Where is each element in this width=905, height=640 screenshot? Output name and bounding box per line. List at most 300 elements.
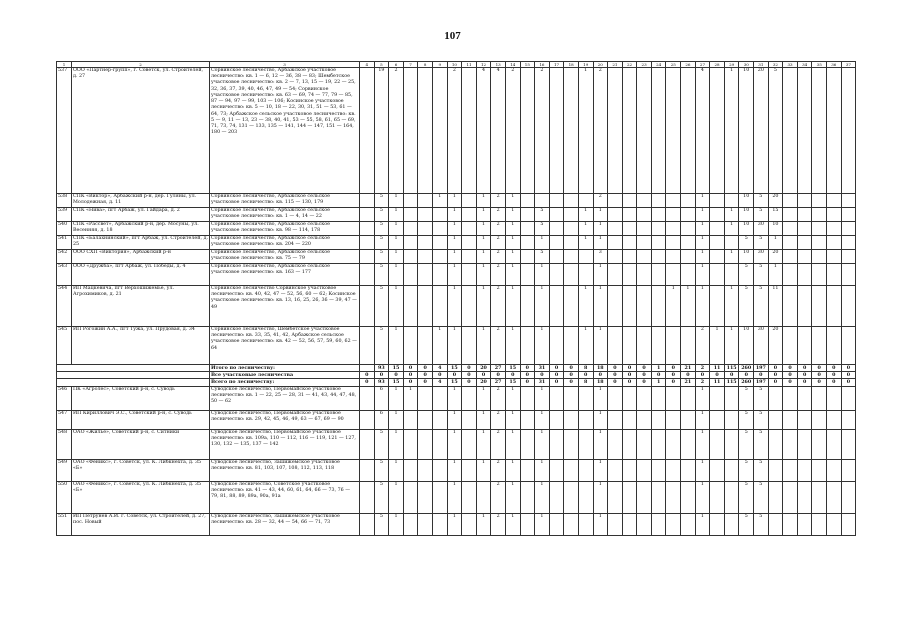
value-cell xyxy=(651,236,666,250)
value-cell: 1 xyxy=(695,481,710,513)
value-cell xyxy=(651,286,666,327)
value-cell: 1 xyxy=(447,386,462,410)
value-cell xyxy=(841,68,856,194)
value-cell xyxy=(724,386,739,410)
value-cell xyxy=(432,236,447,250)
value-cell xyxy=(432,481,447,513)
value-cell: 1 xyxy=(535,236,550,250)
value-cell xyxy=(608,327,623,365)
value-cell xyxy=(520,429,535,459)
value-cell xyxy=(608,250,623,264)
value-cell: 0 xyxy=(827,365,842,372)
organization-cell: ИП Петрунев А.И. г. Советск, ул. Строителей, д. 27, пос. Новый xyxy=(72,513,210,535)
value-cell xyxy=(710,194,725,208)
value-cell xyxy=(520,481,535,513)
value-cell: 1 xyxy=(447,481,462,513)
value-cell: 1 xyxy=(505,429,520,459)
value-cell xyxy=(827,513,842,535)
value-cell: 0 xyxy=(827,372,842,379)
value-cell: 4 xyxy=(476,68,491,194)
value-cell xyxy=(812,208,827,222)
column-number: 35 xyxy=(812,62,827,68)
value-cell: 0 xyxy=(622,372,637,379)
organization-cell: ИП Мацкевича, пгт Верхошижемье, ул. Агрохимиков, д. 21 xyxy=(72,286,210,327)
value-cell: 1 xyxy=(476,250,491,264)
value-cell: 2 xyxy=(695,365,710,372)
value-cell xyxy=(578,459,593,481)
value-cell xyxy=(403,459,418,481)
value-cell xyxy=(418,513,433,535)
forest-area-cell: Сорвинское лесничество, Арбажское участковое лесничество: кв. 1 — 6, 12 — 36, 38 — 83; Шембетское участковое лесничество: кв. 2 — 7, 13, 15 — 19, 22 — 25, 32, 36, 37, 39, 40, 46, 47, 49 — 54; Сорвинское участковое лесничество: кв. 63 — 69, 74 — 77, 79 — 85, 87 — 94, 97 — 99, 103 — 106; Косинское участковое лесничество: кв. 5 — 10, 18 — 22, 30, 31, 51 — 53, 61 — 64, 73; Арбажское сельское участковое лесничество: кв. 5 — 9, 11 — 13, 23 — 38, 40, 41, 53 — 55, 58, 61, 65 — 69, 71, 73, 74, 131 — 133, 135 — 141, 144 — 147, 151 — 164, 180 — 203 xyxy=(210,68,360,194)
value-cell: 5 xyxy=(374,459,389,481)
column-number: 26 xyxy=(681,62,696,68)
value-cell: 8 xyxy=(578,365,593,372)
value-cell: 10 xyxy=(739,194,754,208)
value-cell: 197 xyxy=(754,365,769,372)
value-cell xyxy=(418,286,433,327)
value-cell: 30 xyxy=(754,222,769,236)
organization-cell: ИП Рогожин А.А., пгт Тужа, ул. Прудовая, д. 34 xyxy=(72,327,210,365)
table-row xyxy=(57,386,856,410)
value-cell: 1 xyxy=(695,386,710,410)
value-cell xyxy=(403,250,418,264)
value-cell xyxy=(564,513,579,535)
value-cell xyxy=(622,68,637,194)
value-cell xyxy=(360,365,375,372)
column-number: 15 xyxy=(520,62,535,68)
column-number: 34 xyxy=(797,62,812,68)
value-cell xyxy=(564,68,579,194)
value-cell: 1 xyxy=(505,481,520,513)
value-cell: 1 xyxy=(695,429,710,459)
value-cell: 10 xyxy=(739,208,754,222)
value-cell xyxy=(797,386,812,410)
value-cell xyxy=(812,286,827,327)
value-cell: 1 xyxy=(593,513,608,535)
value-cell: 30 xyxy=(754,327,769,365)
value-cell: 0 xyxy=(768,379,783,386)
value-cell xyxy=(622,513,637,535)
value-cell xyxy=(360,410,375,429)
value-cell xyxy=(360,386,375,410)
value-cell: 115 xyxy=(724,365,739,372)
value-cell xyxy=(578,386,593,410)
value-cell xyxy=(681,327,696,365)
value-cell: 1 xyxy=(447,410,462,429)
value-cell: 1 xyxy=(724,208,739,222)
value-cell: 0 xyxy=(797,379,812,386)
column-number: 32 xyxy=(768,62,783,68)
value-cell xyxy=(432,513,447,535)
value-cell xyxy=(432,429,447,459)
column-number: 8 xyxy=(418,62,433,68)
value-cell xyxy=(564,327,579,365)
value-cell: 1 xyxy=(651,379,666,386)
value-cell xyxy=(827,68,842,194)
value-cell: 0 xyxy=(608,379,623,386)
value-cell xyxy=(622,236,637,250)
value-cell xyxy=(564,481,579,513)
total-row xyxy=(57,372,856,379)
value-cell xyxy=(418,429,433,459)
value-cell: 0 xyxy=(374,372,389,379)
total-row xyxy=(57,379,856,386)
value-cell xyxy=(797,68,812,194)
value-cell: 1 xyxy=(505,194,520,208)
value-cell: 10 xyxy=(739,68,754,194)
value-cell xyxy=(360,513,375,535)
value-cell: 0 xyxy=(841,372,856,379)
value-cell: 1 xyxy=(505,222,520,236)
value-cell: 0 xyxy=(360,379,375,386)
value-cell: 1 xyxy=(593,236,608,250)
value-cell: 1 xyxy=(593,208,608,222)
value-cell xyxy=(783,386,798,410)
column-number: 29 xyxy=(724,62,739,68)
value-cell: 1 xyxy=(695,264,710,286)
value-cell xyxy=(666,429,681,459)
value-cell: 1 xyxy=(666,286,681,327)
column-number: 31 xyxy=(754,62,769,68)
value-cell xyxy=(432,222,447,236)
value-cell xyxy=(841,481,856,513)
value-cell xyxy=(564,410,579,429)
value-cell xyxy=(637,286,652,327)
value-cell: 1 xyxy=(695,250,710,264)
value-cell xyxy=(608,68,623,194)
value-cell: 0 xyxy=(797,372,812,379)
value-cell: 1 xyxy=(505,386,520,410)
value-cell: 0 xyxy=(549,379,564,386)
value-cell: 8 xyxy=(578,379,593,386)
value-cell: 2 xyxy=(491,286,506,327)
value-cell: 197 xyxy=(754,379,769,386)
value-cell: 10 xyxy=(739,250,754,264)
value-cell xyxy=(418,410,433,429)
value-cell: 5 xyxy=(739,236,754,250)
value-cell xyxy=(564,386,579,410)
value-cell xyxy=(651,410,666,429)
value-cell xyxy=(666,264,681,286)
organization-cell: ИП Кириллович Э.С., Советский р-н, с. Суводь xyxy=(72,410,210,429)
value-cell: 0 xyxy=(622,365,637,372)
value-cell xyxy=(403,208,418,222)
value-cell: 20 xyxy=(768,327,783,365)
value-cell: 2 xyxy=(491,429,506,459)
value-cell: 1 xyxy=(447,513,462,535)
value-cell xyxy=(812,236,827,250)
total-row xyxy=(57,365,856,372)
value-cell: 1 xyxy=(535,327,550,365)
value-cell: 15 xyxy=(447,365,462,372)
value-cell: 10 xyxy=(739,222,754,236)
value-cell xyxy=(812,327,827,365)
value-cell xyxy=(418,250,433,264)
column-number: 16 xyxy=(535,62,550,68)
value-cell xyxy=(360,68,375,194)
value-cell xyxy=(578,194,593,208)
value-cell: 20 xyxy=(768,250,783,264)
organization-cell: СПК «Балахнинский», пгт Арбаж, ул. Строителей, д. 25 xyxy=(72,236,210,250)
value-cell xyxy=(520,208,535,222)
value-cell xyxy=(783,222,798,236)
value-cell: 0 xyxy=(812,372,827,379)
value-cell xyxy=(360,286,375,327)
value-cell xyxy=(768,386,783,410)
value-cell: 1 xyxy=(578,286,593,327)
value-cell xyxy=(651,208,666,222)
value-cell xyxy=(651,429,666,459)
value-cell xyxy=(549,264,564,286)
value-cell: 5 xyxy=(754,410,769,429)
value-cell xyxy=(622,222,637,236)
value-cell xyxy=(841,386,856,410)
column-number: 28 xyxy=(710,62,725,68)
value-cell xyxy=(432,250,447,264)
value-cell: 1 xyxy=(724,222,739,236)
value-cell xyxy=(783,286,798,327)
value-cell xyxy=(432,459,447,481)
value-cell: 1 xyxy=(724,68,739,194)
value-cell xyxy=(797,194,812,208)
value-cell xyxy=(418,194,433,208)
value-cell xyxy=(666,386,681,410)
value-cell xyxy=(797,459,812,481)
value-cell xyxy=(360,250,375,264)
forest-area-cell: Суводское лесничество, Зашижемское участковое лесничество: кв. 28 — 32, 44 — 54, 66 — 71, 73 xyxy=(210,513,360,535)
value-cell: 5 xyxy=(374,327,389,365)
total-label: Итого по лесничеству: xyxy=(210,365,360,372)
value-cell xyxy=(681,222,696,236)
value-cell xyxy=(797,513,812,535)
value-cell: 0 xyxy=(535,372,550,379)
value-cell: 10 xyxy=(739,327,754,365)
value-cell xyxy=(403,222,418,236)
value-cell xyxy=(841,208,856,222)
value-cell: 5 xyxy=(754,386,769,410)
forest-area-cell: Сорвинское лесничество, Арбажское сельское участковое лесничество: кв. 204 — 220 xyxy=(210,236,360,250)
value-cell: 115 xyxy=(724,379,739,386)
value-cell: 1 xyxy=(505,286,520,327)
value-cell xyxy=(622,327,637,365)
value-cell: 1 xyxy=(447,327,462,365)
value-cell: 1 xyxy=(447,250,462,264)
value-cell xyxy=(462,68,477,194)
value-cell: 0 xyxy=(827,379,842,386)
value-cell xyxy=(681,410,696,429)
value-cell xyxy=(710,286,725,327)
value-cell xyxy=(666,250,681,264)
value-cell xyxy=(564,286,579,327)
value-cell xyxy=(418,481,433,513)
value-cell xyxy=(710,410,725,429)
value-cell xyxy=(564,264,579,286)
value-cell: 1 xyxy=(695,286,710,327)
value-cell xyxy=(432,410,447,429)
value-cell xyxy=(797,222,812,236)
value-cell xyxy=(418,222,433,236)
value-cell xyxy=(549,459,564,481)
value-cell xyxy=(608,194,623,208)
value-cell xyxy=(651,386,666,410)
value-cell: 0 xyxy=(403,379,418,386)
value-cell: 1 xyxy=(389,194,404,208)
value-cell xyxy=(578,264,593,286)
table-row xyxy=(57,68,856,194)
value-cell: 1 xyxy=(578,327,593,365)
column-number: 9 xyxy=(432,62,447,68)
value-cell xyxy=(768,481,783,513)
value-cell: 0 xyxy=(403,365,418,372)
value-cell xyxy=(681,68,696,194)
table-row xyxy=(57,222,856,236)
value-cell xyxy=(651,68,666,194)
value-cell xyxy=(608,459,623,481)
value-cell xyxy=(462,481,477,513)
value-cell: 31 xyxy=(535,365,550,372)
value-cell xyxy=(797,264,812,286)
value-cell: 1 xyxy=(389,264,404,286)
value-cell xyxy=(651,194,666,208)
value-cell: 260 xyxy=(739,365,754,372)
value-cell: 5 xyxy=(374,250,389,264)
value-cell xyxy=(812,68,827,194)
value-cell: 1 xyxy=(593,459,608,481)
value-cell xyxy=(841,286,856,327)
value-cell xyxy=(666,327,681,365)
forest-area-cell: Сорвинское лесничество Сорвинское участковое лесничество: кв. 40, 42, 47 — 52, 56, 60 — 62; Косинское участковое лесничество: кв. 13, 16, 25, 26, 36 — 39, 47 — 49 xyxy=(210,286,360,327)
value-cell: 20 xyxy=(754,68,769,194)
value-cell xyxy=(360,264,375,286)
column-number: 6 xyxy=(389,62,404,68)
table-row xyxy=(57,236,856,250)
value-cell xyxy=(520,513,535,535)
organization-cell: ПК «Агролес», Советский р-н, с. Суводь xyxy=(72,386,210,410)
value-cell: 0 xyxy=(520,372,535,379)
value-cell xyxy=(666,194,681,208)
value-cell xyxy=(797,250,812,264)
value-cell xyxy=(681,194,696,208)
value-cell: 5 xyxy=(535,250,550,264)
value-cell xyxy=(827,208,842,222)
value-cell xyxy=(812,459,827,481)
value-cell: 1 xyxy=(432,194,447,208)
value-cell xyxy=(608,264,623,286)
value-cell xyxy=(797,481,812,513)
value-cell: 5 xyxy=(739,481,754,513)
value-cell xyxy=(783,429,798,459)
value-cell xyxy=(578,481,593,513)
total-label: Все участковые лесничества xyxy=(210,372,360,379)
row-number: 540 xyxy=(57,222,72,236)
column-number: 2 xyxy=(72,62,210,68)
value-cell: 15 xyxy=(505,379,520,386)
value-cell: 1 xyxy=(389,208,404,222)
value-cell: 21 xyxy=(681,379,696,386)
value-cell: 5 xyxy=(739,410,754,429)
total-label: Всего по лесничеству: xyxy=(210,379,360,386)
value-cell xyxy=(520,250,535,264)
value-cell: 0 xyxy=(564,372,579,379)
value-cell: 0 xyxy=(520,379,535,386)
value-cell xyxy=(360,327,375,365)
value-cell: 1 xyxy=(505,208,520,222)
value-cell xyxy=(841,264,856,286)
value-cell: 0 xyxy=(520,365,535,372)
value-cell xyxy=(549,286,564,327)
table-row xyxy=(57,194,856,208)
value-cell xyxy=(637,208,652,222)
value-cell xyxy=(608,222,623,236)
forest-area-cell: Суводское лесничество, Первомайское участковое лесничество: кв. 109а, 110 — 112, 116 — 119, 121 — 127, 130, 132 — 135, 137 — 142 xyxy=(210,429,360,459)
value-cell: 1 xyxy=(476,194,491,208)
value-cell: 5 xyxy=(754,513,769,535)
value-cell xyxy=(710,429,725,459)
value-cell: 1 xyxy=(505,250,520,264)
value-cell xyxy=(710,513,725,535)
column-number: 5 xyxy=(374,62,389,68)
value-cell: 1 xyxy=(695,459,710,481)
value-cell xyxy=(681,236,696,250)
value-cell xyxy=(578,410,593,429)
value-cell xyxy=(724,513,739,535)
forest-area-cell: Сорвинское лесничество, Арбажское сельское участковое лесничество: кв. 1 — 4, 14 — 22 xyxy=(210,208,360,222)
value-cell xyxy=(360,481,375,513)
value-cell xyxy=(666,410,681,429)
value-cell: 0 xyxy=(608,372,623,379)
value-cell xyxy=(651,513,666,535)
value-cell: 2 xyxy=(491,222,506,236)
value-cell xyxy=(418,68,433,194)
value-cell xyxy=(681,264,696,286)
value-cell xyxy=(432,286,447,327)
value-cell: 27 xyxy=(491,379,506,386)
value-cell: 1 xyxy=(505,236,520,250)
value-cell xyxy=(520,68,535,194)
value-cell: 1 xyxy=(432,327,447,365)
value-cell: 2 xyxy=(505,68,520,194)
value-cell xyxy=(724,410,739,429)
value-cell: 1 xyxy=(389,286,404,327)
value-cell: 0 xyxy=(739,372,754,379)
value-cell xyxy=(462,250,477,264)
value-cell: 0 xyxy=(608,365,623,372)
value-cell xyxy=(564,194,579,208)
table-row xyxy=(57,429,856,459)
value-cell xyxy=(578,513,593,535)
value-cell xyxy=(578,429,593,459)
value-cell: 2 xyxy=(389,68,404,194)
forest-area-cell: Сорвинское лесничество, Арбажское сельское участковое лесничество: кв. 98 — 114, 178 xyxy=(210,222,360,236)
value-cell xyxy=(360,236,375,250)
value-cell: 5 xyxy=(739,513,754,535)
value-cell: 2 xyxy=(491,327,506,365)
value-cell xyxy=(724,194,739,208)
value-cell xyxy=(681,481,696,513)
value-cell: 31 xyxy=(535,379,550,386)
organization-cell: СПК «Рассвет», Арбажский р-н, дер. Мосуны, ул. Весенняя, д. 18 xyxy=(72,222,210,236)
value-cell xyxy=(724,429,739,459)
value-cell: 1 xyxy=(578,68,593,194)
column-number: 33 xyxy=(783,62,798,68)
value-cell xyxy=(681,459,696,481)
row-number: 542 xyxy=(57,250,72,264)
empty-cell xyxy=(57,379,210,386)
value-cell xyxy=(637,386,652,410)
value-cell: 1 xyxy=(768,264,783,286)
value-cell: 1 xyxy=(447,429,462,459)
column-number: 14 xyxy=(505,62,520,68)
